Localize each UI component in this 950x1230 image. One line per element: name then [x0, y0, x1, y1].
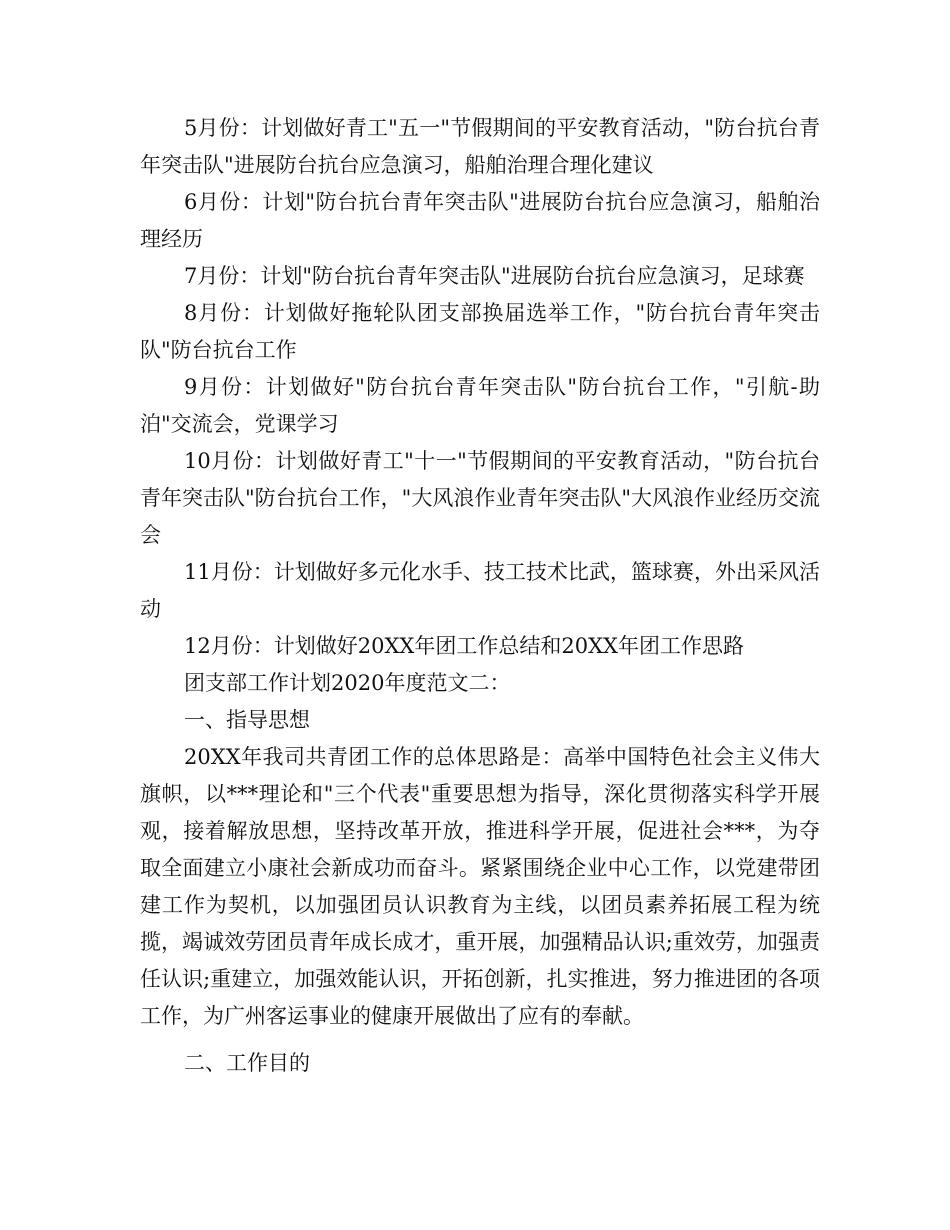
paragraph-may-plan: 5月份：计划做好青工"五一"节假期间的平安教育活动，"防台抗台青年突击队"进展防台抗台应急演习，船舶治理合理化建议	[140, 116, 820, 177]
paragraph-october-plan: 10月份：计划做好青工"十一"节假期间的平安教育活动，"防台抗台青年突击队"防台抗台工作，"大风浪作业青年突击队"大风浪作业经历交流会	[140, 449, 820, 547]
paragraph-august-plan: 8月份：计划做好拖轮队团支部换届选举工作，"防台抗台青年突击队"防台抗台工作	[140, 301, 820, 362]
document-body	[140, 110, 820, 1082]
paragraph-december-plan: 12月份：计划做好20XX年团工作总结和20XX年团工作思路	[184, 634, 744, 658]
heading-guiding-ideology: 一、指导思想	[184, 708, 310, 732]
paragraph-september-plan: 9月份：计划做好"防台抗台青年突击队"防台抗台工作，"引航-助泊"交流会，党课学习	[140, 375, 820, 436]
paragraph-june-plan: 6月份：计划"防台抗台青年突击队"进展防台抗台应急演习，船舶治理经历	[140, 190, 820, 251]
paragraph-november-plan: 11月份：计划做好多元化水手、技工技术比武，篮球赛，外出采风活动	[140, 560, 820, 621]
section-title-sample-two: 团支部工作计划2020年度范文二：	[184, 671, 511, 695]
paragraph-guiding-ideology-body: 20XX年我司共青团工作的总体思路是：高举中国特色社会主义伟大旗帜，以***理论和"三个代表"重要思想为指导，深化贯彻落实科学开展观，接着解放思想，坚持改革开放，推进科学开展，促进社会***，为夺取全面建立小康社会新成功而奋斗。紧紧围绕企业中心工作，以党建带团建工作为契机，以加强团员认识教育为主线，以团员素养拓展工程为统揽，竭诚效劳团员青年成长成才，重开展，加强精品认识;重效劳，加强责任认识;重建立，加强效能认识，开拓创新，扎实推进，努力推进团的各项工作，为广州客运事业的健康开展做出了应有的奉献。	[140, 745, 820, 1028]
paragraph-july-plan: 7月份：计划"防台抗台青年突击队"进展防台抗台应急演习，足球赛	[184, 264, 805, 288]
heading-work-goals: 二、工作目的	[184, 1051, 310, 1075]
